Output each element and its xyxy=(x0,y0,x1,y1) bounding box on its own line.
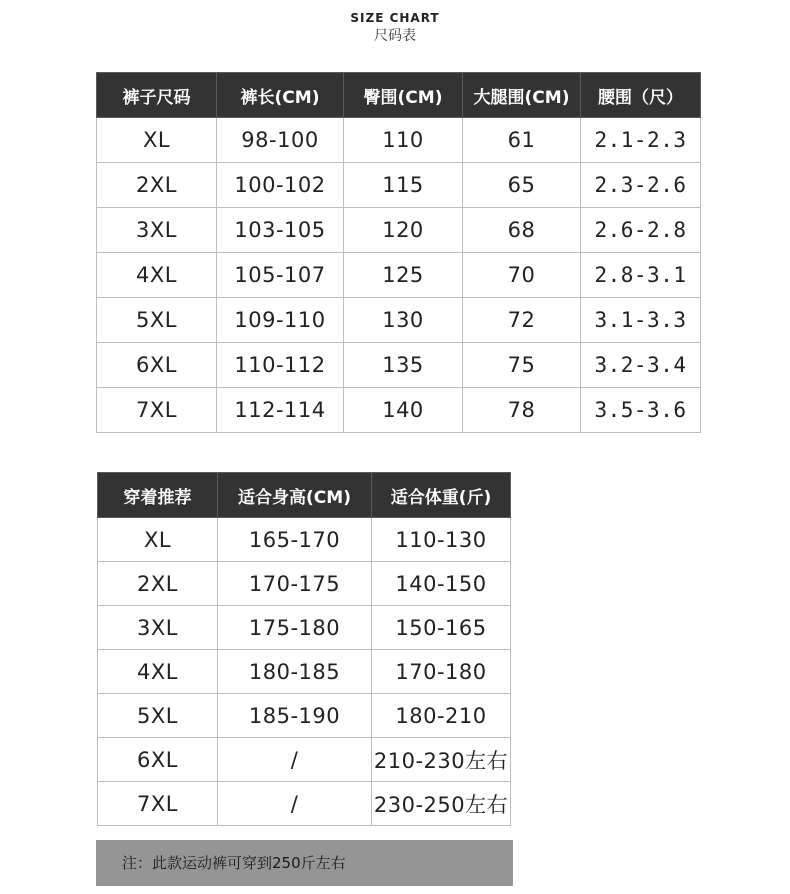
table-row xyxy=(97,208,701,253)
cell-size: 3XL xyxy=(97,208,217,253)
cell-size: XL xyxy=(97,118,217,163)
cell-waist: 2.6-2.8 xyxy=(581,208,701,253)
header-weight: 适合体重(斤) xyxy=(372,473,511,518)
cell-weight: 110-130 xyxy=(372,518,511,562)
cell-thigh: 65 xyxy=(463,163,581,208)
cell-length: 100-102 xyxy=(217,163,344,208)
cell-thigh: 61 xyxy=(463,118,581,163)
note-bar: 注：此款运动裤可穿到250斤左右 xyxy=(96,840,513,886)
table-row xyxy=(98,782,511,826)
header-height: 适合身高(CM) xyxy=(218,473,372,518)
cell-size: 2XL xyxy=(97,163,217,208)
cell-thigh: 68 xyxy=(463,208,581,253)
table-header-row xyxy=(98,473,511,518)
cell-size: 5XL xyxy=(97,298,217,343)
size-chart-title xyxy=(0,10,790,45)
table-row xyxy=(98,694,511,738)
cell-size: XL xyxy=(98,518,218,562)
cell-weight: 230-250左右 xyxy=(372,782,511,826)
cell-waist: 3.1-3.3 xyxy=(581,298,701,343)
cell-size: 6XL xyxy=(98,738,218,782)
cell-height: / xyxy=(218,738,372,782)
cell-height: / xyxy=(218,782,372,826)
header-pants-size: 裤子尺码 xyxy=(97,73,217,118)
cell-size: 7XL xyxy=(98,782,218,826)
cell-waist: 3.5-3.6 xyxy=(581,388,701,433)
cell-weight: 170-180 xyxy=(372,650,511,694)
title-english: SIZE CHART xyxy=(350,11,440,25)
cell-length: 109-110 xyxy=(217,298,344,343)
cell-hip: 125 xyxy=(344,253,463,298)
table-row xyxy=(97,388,701,433)
title-chinese: 尺码表 xyxy=(374,28,416,44)
cell-hip: 110 xyxy=(344,118,463,163)
cell-hip: 115 xyxy=(344,163,463,208)
table-row xyxy=(98,562,511,606)
cell-waist: 3.2-3.4 xyxy=(581,343,701,388)
cell-hip: 130 xyxy=(344,298,463,343)
table-row xyxy=(98,738,511,782)
cell-weight: 140-150 xyxy=(372,562,511,606)
cell-size: 4XL xyxy=(98,650,218,694)
cell-thigh: 70 xyxy=(463,253,581,298)
header-recommended-size: 穿着推荐 xyxy=(98,473,218,518)
cell-waist: 2.3-2.6 xyxy=(581,163,701,208)
table-header-row xyxy=(97,73,701,118)
pants-size-table xyxy=(96,72,701,433)
header-waist: 腰围（尺） xyxy=(581,73,701,118)
cell-thigh: 72 xyxy=(463,298,581,343)
cell-hip: 120 xyxy=(344,208,463,253)
cell-weight: 150-165 xyxy=(372,606,511,650)
cell-weight: 180-210 xyxy=(372,694,511,738)
cell-size: 5XL xyxy=(98,694,218,738)
cell-hip: 140 xyxy=(344,388,463,433)
cell-hip: 135 xyxy=(344,343,463,388)
cell-length: 112-114 xyxy=(217,388,344,433)
table-row xyxy=(98,518,511,562)
cell-waist: 2.8-3.1 xyxy=(581,253,701,298)
header-hip: 臀围(CM) xyxy=(344,73,463,118)
cell-size: 4XL xyxy=(97,253,217,298)
cell-size: 2XL xyxy=(98,562,218,606)
header-pants-length: 裤长(CM) xyxy=(217,73,344,118)
table-row xyxy=(98,606,511,650)
table-row xyxy=(97,298,701,343)
cell-thigh: 78 xyxy=(463,388,581,433)
cell-length: 105-107 xyxy=(217,253,344,298)
cell-height: 175-180 xyxy=(218,606,372,650)
cell-size: 7XL xyxy=(97,388,217,433)
table-row xyxy=(97,118,701,163)
table-row xyxy=(97,253,701,298)
cell-length: 98-100 xyxy=(217,118,344,163)
cell-weight: 210-230左右 xyxy=(372,738,511,782)
cell-height: 185-190 xyxy=(218,694,372,738)
fit-recommendation-table xyxy=(97,472,511,826)
cell-height: 180-185 xyxy=(218,650,372,694)
table-row xyxy=(97,343,701,388)
cell-length: 103-105 xyxy=(217,208,344,253)
cell-height: 170-175 xyxy=(218,562,372,606)
cell-waist: 2.1-2.3 xyxy=(581,118,701,163)
cell-length: 110-112 xyxy=(217,343,344,388)
cell-size: 3XL xyxy=(98,606,218,650)
table-row xyxy=(97,163,701,208)
cell-thigh: 75 xyxy=(463,343,581,388)
cell-height: 165-170 xyxy=(218,518,372,562)
header-thigh: 大腿围(CM) xyxy=(463,73,581,118)
cell-size: 6XL xyxy=(97,343,217,388)
table-row xyxy=(98,650,511,694)
